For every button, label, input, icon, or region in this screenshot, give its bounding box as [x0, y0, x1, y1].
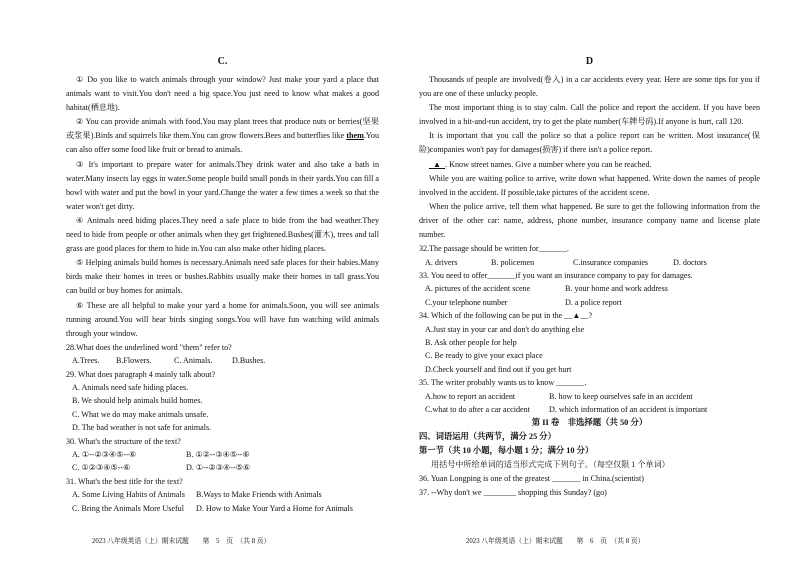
question-31-option-b[interactable]: B.Ways to Make Friends with Animals	[196, 490, 322, 500]
question-28-option-d[interactable]: D.Bushes.	[232, 356, 266, 366]
question-30-option-a[interactable]: A. ①--②③④⑤--⑥	[72, 450, 137, 460]
question-28-option-b[interactable]: B.Flowers.	[116, 356, 152, 366]
question-30-options-row-2	[72, 461, 379, 474]
question-31-options-row-2	[72, 502, 379, 515]
passage-c-title: C.	[217, 56, 228, 67]
underlined-word-them: them	[346, 131, 364, 141]
question-31-options-row-1	[72, 488, 379, 501]
question-31-stem: 31. What's the best title for the text?	[66, 476, 183, 486]
question-29-stem: 29. What does paragraph 4 mainly talk about?	[66, 369, 216, 379]
question-30-option-c[interactable]: C. ①②③④⑤--⑥	[72, 463, 131, 473]
question-34-option-c[interactable]: C. Be ready to give your exact place	[425, 351, 543, 361]
section-1-instruction: 用括号中所给单词的适当形式完成下列句子。（每空仅限 1 个单词）	[431, 460, 670, 470]
paragraph-4-rest: . Know street names. Give a number where you can be reached.	[445, 159, 652, 169]
question-31	[66, 475, 379, 515]
passage-d-paragraph-3: It is important that you call the police so that a police report can be written. Most insurance(保险)companies won't pay for damages(损害) if there isn't a police report.	[419, 131, 760, 155]
question-34-stem: 34. Which of the following can be put in the __▲__?	[419, 311, 593, 321]
blank-triangle-marker	[429, 160, 445, 169]
question-31-option-d[interactable]: D. How to Make Your Yard a Home for Animals	[196, 503, 353, 513]
question-35	[419, 376, 760, 416]
question-30-option-b[interactable]: B. ①②--③④⑤--⑥	[186, 450, 250, 460]
question-30-option-d[interactable]: D. ①--②③④--⑤⑥	[186, 463, 251, 473]
passage-c-paragraph-4: ④ Animals need hiding places.They need a safe place to hide from the bad weather.They need to hide from people or other animals when they get frightened.Bushes(灌木), trees and tall grass are good places for them to hide in.You can also make other hiding places.	[66, 215, 379, 254]
question-28-options	[72, 354, 379, 367]
question-28	[66, 341, 379, 368]
question-30-stem: 30. What's the structure of the text?	[66, 436, 181, 446]
question-30-options-row-1	[72, 448, 379, 461]
question-34-option-b[interactable]: B. Ask other people for help	[425, 337, 517, 347]
left-page-footer: 2023 八年级英语（上）期末试题 第 5 页 （共 8 页）	[92, 538, 271, 545]
question-37: 37. --Why don't we ________ shopping this Sunday? (go)	[419, 487, 607, 497]
question-28-option-a[interactable]: A.Trees.	[72, 356, 100, 366]
passage-c-paragraph-1: ① Do you like to watch animals through your window? Just make your yard a place that animals want to visit.You don't need a big space.You just need to know what makes a good habitat(栖息地).	[66, 75, 379, 113]
question-35-option-d[interactable]: D. which information of an accident is important	[549, 405, 708, 414]
passage-c-paragraph-3: ③ It's important to prepare water for animals.They drink water and also take a bath in water.Many insects lay eggs in water.Some people build small ponds in their yards.You can fill a bowl with water and put the bowl in your yard.Change the water a few times a week so that the water won't get dirty.	[66, 159, 379, 211]
question-33-option-c[interactable]: C.your telephone number	[425, 297, 508, 307]
paragraph-2-rest: .You can also offer some food like fruit or bread to animals.	[66, 131, 379, 155]
passage-c-paragraph-2	[66, 115, 379, 157]
question-34-option-a[interactable]: A.Just stay in your car and don't do anything else	[425, 324, 585, 334]
question-31-option-a[interactable]: A. Some Living Habits of Animals	[72, 490, 185, 500]
question-35-option-b[interactable]: B. how to keep ourselves safe in an accident	[549, 391, 693, 401]
passage-d-paragraph-6: When the police arrive, tell them what happened. Be sure to get the following information from the driver of the other car: name, address, phone number, insurance company name and license plate number.	[419, 201, 760, 240]
passage-d-paragraph-1: Thousands of people are involved(卷入) in a car accidents every year. Here are some tips for you if you are one of these unlucky people.	[419, 75, 760, 99]
question-32-option-a[interactable]: A. drivers	[425, 257, 458, 267]
question-35-stem: 35. The writer probably wants us to know _______.	[419, 378, 587, 388]
question-35-option-c[interactable]: C.what to do after a car accident	[425, 405, 530, 414]
question-35-option-a[interactable]: A.how to report an accident	[425, 391, 516, 401]
question-29-option-b[interactable]: B. We should help animals build homes.	[72, 396, 203, 406]
question-32-options	[425, 256, 760, 269]
question-32	[419, 242, 760, 269]
question-33-stem: 33. You need to offer_______if you want an insurance company to pay for damages.	[419, 270, 693, 280]
right-page-footer: 2023 八年级英语（上）期末试题 第 6 页 （共 8 页）	[466, 538, 645, 545]
question-29-option-a[interactable]: A. Animals need safe hiding places.	[72, 383, 189, 392]
question-29-option-c[interactable]: C. What we do may make animals unsafe.	[72, 409, 209, 419]
section-1-title: 第一节（共 10 小题，每小题 1 分；满分 10 分）	[419, 446, 594, 456]
passage-c-paragraph-5: ⑤ Helping animals build homes is necessary.Animals need safe places for their babies.Many birds make their homes in trees or bushes.Rabbits usually make their homes in tall grass.You can build or buy homes for animals.	[66, 258, 379, 296]
triangle-mark: ▲	[433, 159, 442, 169]
question-28-stem: 28.What does the underlined word "them" refer to?	[66, 342, 232, 352]
question-36: 36. Yuan Longping is one of the greatest _______ in China.(scientist)	[419, 474, 644, 484]
question-33-option-b[interactable]: B. your home and work address	[565, 284, 668, 294]
passage-d-paragraph-2: The most important thing is to stay calm. Call the police and report the accident. If you have been involved in a hit-and-run accident, try to get the plate number(车牌号码).If anyone is hurt, call 120.	[419, 103, 760, 127]
passage-d-paragraph-5: While you are waiting police to arrive, write down what happened. Write down the names of people involved in the accident. If possible,take pictures of the accident scene.	[419, 173, 760, 197]
question-35-options-row-1	[425, 390, 760, 403]
question-33-options-row-2	[425, 296, 760, 309]
question-33	[419, 269, 760, 309]
right-page	[397, 0, 794, 561]
question-29	[66, 368, 379, 435]
question-29-option-d[interactable]: D. The bad weather is not safe for animals.	[72, 423, 212, 433]
passage-d-paragraph-4	[419, 158, 760, 172]
question-28-option-c[interactable]: C. Animals.	[174, 356, 213, 366]
passage-d-title: D	[585, 56, 594, 67]
question-30	[66, 435, 379, 475]
paragraph-2-text: ② You can provide animals with food.You may plant trees that produce nuts or berries(坚果或浆果).Birds and squirrels like them.You can grow flowers.Bees and butterflies like	[66, 117, 379, 141]
question-33-options-row-1	[425, 282, 760, 295]
question-32-option-d[interactable]: D. doctors	[673, 257, 707, 267]
question-32-stem: 32.The passage should be written for_______.	[419, 244, 569, 254]
question-32-option-c[interactable]: C.insurance companies	[573, 257, 649, 267]
question-31-option-c[interactable]: C. Bring the Animals More Useful	[72, 503, 184, 513]
question-34	[419, 309, 760, 376]
question-33-option-a[interactable]: A. pictures of the accident scene	[425, 284, 531, 294]
question-32-option-b[interactable]: B. policemen	[491, 257, 535, 267]
passage-c-paragraph-6: ⑥ These are all helpful to make your yard a home for animals.Soon, you will see animals running around.You will hear birds singing songs.You will have fun watching wild animals through your window.	[66, 300, 379, 338]
section-4-title: 四、词语运用（共两节，满分 25 分）	[419, 432, 556, 442]
question-34-option-d[interactable]: D.Check yourself and find out if you get hurt	[425, 364, 572, 374]
question-35-options-row-2	[425, 403, 760, 416]
part-2-title: 第 II 卷 非选择题（共 50 分）	[531, 418, 648, 428]
question-33-option-d[interactable]: D. a police report	[565, 297, 622, 307]
